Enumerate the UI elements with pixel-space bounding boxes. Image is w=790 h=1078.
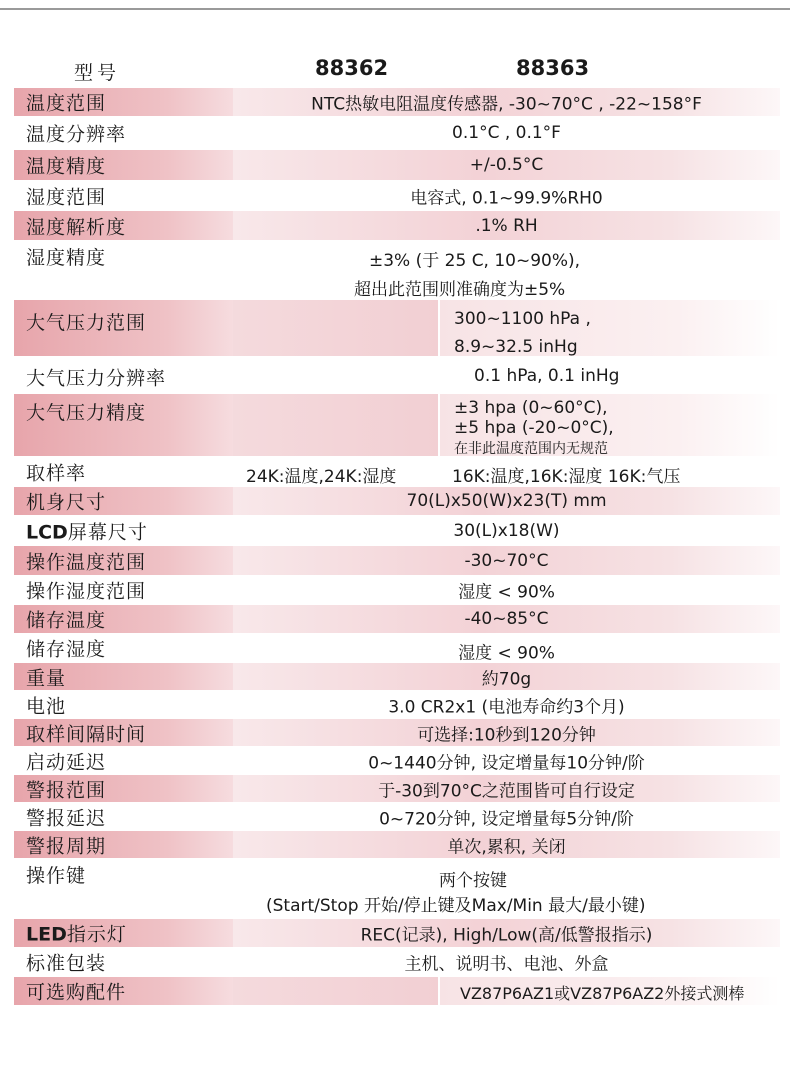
spec-value: 3.0 CR2x1 (电池寿命约3个月) <box>388 697 625 717</box>
spec-value: 30(L)x18(W) <box>453 520 560 541</box>
spec-label: 电池 <box>26 695 67 717</box>
spec-row-pressure-range <box>14 300 780 356</box>
spec-label: 标准包装 <box>26 952 107 975</box>
top-divider <box>0 8 790 10</box>
spec-value: VZ87P6AZ1或VZ87P6AZ2外接式测棒 <box>460 984 745 1003</box>
spec-row-humidity-range <box>14 181 780 210</box>
spec-label: 湿度解析度 <box>26 216 127 238</box>
spec-row-storage-temperature <box>14 605 780 633</box>
spec-row-standard-package <box>14 948 780 976</box>
spec-label: 操作温度范围 <box>26 551 147 573</box>
spec-row-temperature-resolution <box>14 118 780 148</box>
spec-value: 湿度 < 90% <box>458 582 555 603</box>
spec-label <box>26 517 148 544</box>
spec-row-humidity-accuracy <box>14 241 780 299</box>
spec-value: 0~720分钟, 设定增量每5分钟/阶 <box>379 809 634 829</box>
spec-value-line: 超出此范围则准确度为±5% <box>354 280 566 300</box>
spec-row-sample-rate <box>14 457 780 486</box>
spec-label: 湿度精度 <box>26 247 107 269</box>
spec-row-pressure-resolution <box>14 362 780 392</box>
spec-row-start-delay <box>14 747 780 774</box>
spec-value: 于-30到70°C之范围皆可自行设定 <box>378 781 635 801</box>
spec-label: 警报周期 <box>26 835 107 857</box>
spec-label: 温度范围 <box>26 92 107 115</box>
spec-value: 可选择:10秒到120分钟 <box>417 725 596 745</box>
spec-label: 储存湿度 <box>26 638 107 661</box>
spec-value-88362: 24K:温度,24K:湿度 <box>246 467 397 487</box>
spec-label: 可选购配件 <box>26 981 127 1004</box>
spec-label-rest: 指示灯 <box>66 923 127 946</box>
spec-label-rest: 屏幕尺寸 <box>67 521 148 543</box>
model-88363: 88363 <box>516 56 590 80</box>
spec-row-battery <box>14 691 780 718</box>
spec-label: 储存温度 <box>26 609 107 632</box>
spec-row-sample-interval <box>14 719 780 746</box>
spec-label: 重量 <box>26 667 67 689</box>
spec-value: 单次,累积, 关闭 <box>447 837 566 857</box>
model-label: 型号 <box>74 62 121 84</box>
spec-value-line: 8.9~32.5 inHg <box>454 337 578 357</box>
spec-row-alarm-delay <box>14 803 780 830</box>
spec-label: 机身尺寸 <box>26 491 107 514</box>
spec-value-line: ±3 hpa (0~60°C), <box>454 398 608 418</box>
spec-label: 警报延迟 <box>26 807 107 829</box>
spec-row-humidity-resolution <box>14 211 780 240</box>
spec-value-line: (Start/Stop 开始/停止键及Max/Min 最大/最小键) <box>266 896 646 916</box>
spec-row-body-size <box>14 487 780 515</box>
spec-row-storage-humidity <box>14 634 780 662</box>
spec-value: 电容式, 0.1~99.9%RH0 <box>410 188 603 208</box>
spec-value: 0.1°C , 0.1°F <box>452 123 561 143</box>
spec-value: REC(记录), High/Low(高/低警报指示) <box>360 925 653 946</box>
spec-row-operating-humidity <box>14 576 780 604</box>
spec-row-lcd-size <box>14 516 780 545</box>
spec-label: 取样间隔时间 <box>26 723 147 745</box>
spec-value: -40~85°C <box>464 609 549 629</box>
spec-header <box>14 56 780 86</box>
spec-row-pressure-accuracy <box>14 394 780 456</box>
spec-value-note: 在非此温度范围内无规范 <box>454 441 608 457</box>
spec-value: NTC热敏电阻温度传感器, -30~70°C , -22~158°F <box>311 94 702 115</box>
spec-label: 大气压力分辨率 <box>26 367 167 390</box>
spec-label: 操作键 <box>26 865 87 887</box>
spec-label: 温度分辨率 <box>26 123 127 146</box>
spec-row-alarm-range <box>14 775 780 802</box>
spec-value-88363: 16K:温度,16K:湿度 16K:气压 <box>452 467 681 487</box>
spec-value: 約70g <box>481 669 532 689</box>
spec-label: 操作湿度范围 <box>26 580 147 603</box>
spec-row-alarm-cycle <box>14 831 780 858</box>
spec-row-operation-keys <box>14 859 780 917</box>
spec-row-weight <box>14 663 780 690</box>
spec-label: 温度精度 <box>26 155 107 178</box>
spec-value: 主机、说明书、电池、外盒 <box>404 954 609 975</box>
spec-value: 0~1440分钟, 设定增量每10分钟/阶 <box>368 753 645 773</box>
model-88362: 88362 <box>315 56 389 80</box>
spec-label: 警报范围 <box>26 779 107 801</box>
spec-label-bold: LED <box>26 923 67 946</box>
spec-label-bold: LCD <box>26 521 68 543</box>
spec-label: 启动延迟 <box>26 751 107 773</box>
spec-value: 湿度 < 90% <box>458 643 555 664</box>
spec-value: 70(L)x50(W)x23(T) mm <box>406 491 607 511</box>
spec-row-operating-temperature <box>14 546 780 575</box>
spec-label: 湿度范围 <box>26 186 107 208</box>
spec-label: 大气压力范围 <box>26 312 147 334</box>
spec-value-line: 两个按键 <box>439 871 507 891</box>
spec-value-line: ±3% (于 25 C, 10~90%), <box>369 251 581 271</box>
spec-value: 0.1 hPa, 0.1 inHg <box>474 366 620 386</box>
spec-label: 大气压力精度 <box>26 402 147 424</box>
spec-value: +/-0.5°C <box>469 155 544 175</box>
spec-row-optional-accessories <box>14 977 780 1005</box>
spec-row-temperature-range <box>14 88 780 116</box>
spec-row-led-indicator <box>14 919 780 947</box>
spec-label <box>26 920 127 947</box>
spec-value-line: ±5 hpa (-20~0°C), <box>454 418 614 438</box>
spec-value: -30~70°C <box>464 550 549 571</box>
spec-value-line: 300~1100 hPa , <box>454 309 591 329</box>
spec-value: .1% RH <box>475 215 538 236</box>
spec-label: 取样率 <box>26 462 87 484</box>
spec-row-temperature-accuracy <box>14 150 780 180</box>
